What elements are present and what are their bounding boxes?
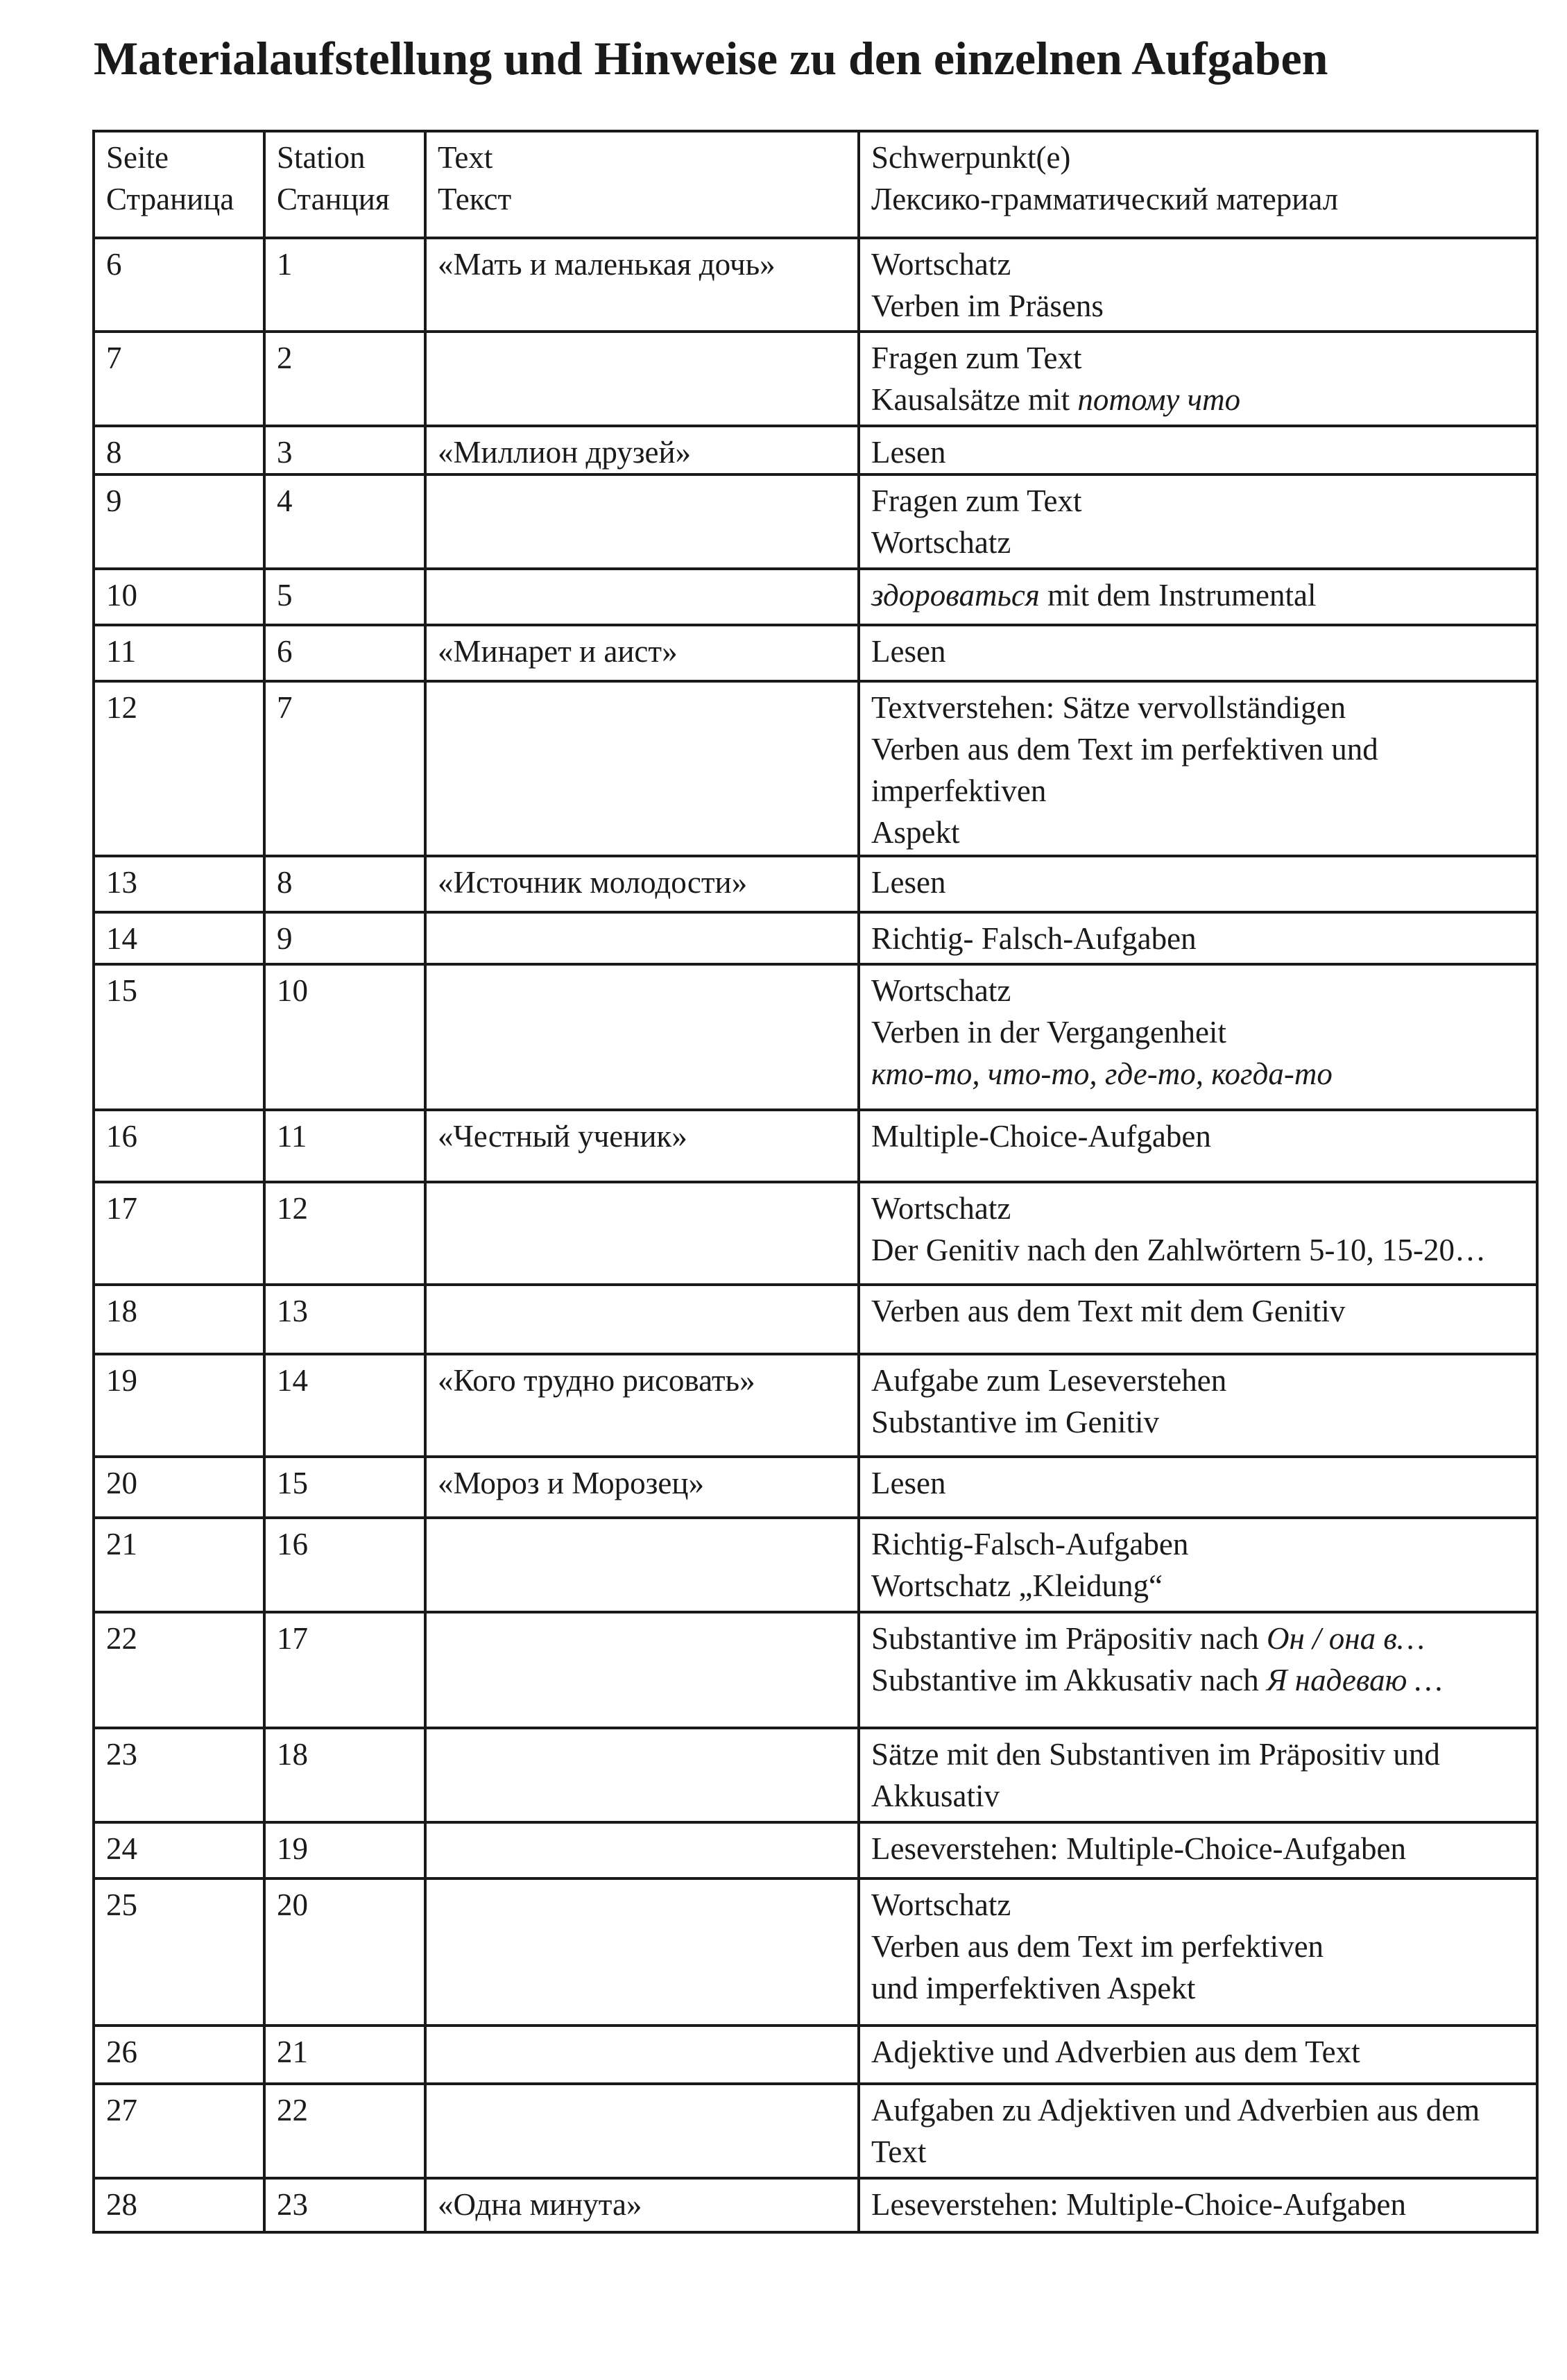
text-cell: «Миллион друзей» — [425, 426, 859, 474]
header-focus-ru: Лексико-грамматический материал — [871, 182, 1339, 216]
focus-text: Aufgaben zu Adjektiven und Adverbien aus dem — [871, 2093, 1480, 2128]
station-cell: 15 — [264, 1457, 425, 1518]
text-cell — [425, 474, 859, 569]
focus-text-italic: Я надеваю … — [1266, 1663, 1443, 1697]
focus-text: Wortschatz — [871, 247, 1011, 282]
station-cell: 23 — [264, 2178, 425, 2232]
focus-line — [871, 1360, 1525, 1401]
focus-text: Wortschatz — [871, 525, 1011, 560]
station-cell: 6 — [264, 625, 425, 681]
text-cell — [425, 332, 859, 426]
text-cell: «Минарет и аист» — [425, 625, 859, 681]
text-cell — [425, 2084, 859, 2178]
seite-cell: 9 — [94, 474, 264, 569]
focus-cell — [859, 1518, 1537, 1612]
focus-text: Aspekt — [871, 815, 960, 850]
table-row — [94, 964, 1537, 1110]
seite-cell: 7 — [94, 332, 264, 426]
focus-text: Der Genitiv nach den Zahlwörtern 5-10, 15-20… — [871, 1233, 1486, 1267]
table-row — [94, 856, 1537, 912]
focus-cell — [859, 2084, 1537, 2178]
table-row — [94, 474, 1537, 569]
text-cell: «Источник молодости» — [425, 856, 859, 912]
seite-cell: 15 — [94, 964, 264, 1110]
text-cell: «Мать и маленькая дочь» — [425, 238, 859, 332]
focus-cell — [859, 1285, 1537, 1354]
focus-line — [871, 243, 1525, 285]
focus-line — [871, 862, 1525, 903]
table-row — [94, 238, 1537, 332]
focus-cell — [859, 625, 1537, 681]
focus-text: Leseverstehen: Multiple-Choice-Aufgaben — [871, 1831, 1406, 1866]
focus-line — [871, 2131, 1525, 2173]
station-cell: 22 — [264, 2084, 425, 2178]
focus-line — [871, 379, 1525, 420]
header-focus — [859, 131, 1537, 238]
station-cell: 1 — [264, 238, 425, 332]
text-cell: «Одна минута» — [425, 2178, 859, 2232]
text-cell — [425, 1822, 859, 1878]
focus-line — [871, 285, 1525, 327]
focus-text: und imperfektiven Aspekt — [871, 1971, 1196, 2005]
focus-cell — [859, 1182, 1537, 1285]
station-cell: 9 — [264, 912, 425, 964]
focus-text: Verben in der Vergangenheit — [871, 1015, 1226, 1050]
station-cell: 19 — [264, 1822, 425, 1878]
seite-cell: 24 — [94, 1822, 264, 1878]
focus-text: Lesen — [871, 865, 946, 900]
focus-line — [871, 970, 1525, 1011]
station-cell: 18 — [264, 1728, 425, 1822]
station-cell: 2 — [264, 332, 425, 426]
seite-cell: 27 — [94, 2084, 264, 2178]
focus-cell — [859, 856, 1537, 912]
focus-text: Substantive im Präpositiv nach — [871, 1621, 1267, 1656]
material-table — [92, 130, 1539, 2234]
table-row — [94, 1518, 1537, 1612]
focus-text: Textverstehen: Sätze vervollständigen — [871, 690, 1346, 725]
station-cell: 4 — [264, 474, 425, 569]
focus-text: Lesen — [871, 435, 946, 470]
focus-line — [871, 2184, 1525, 2225]
table-row — [94, 1285, 1537, 1354]
focus-text: Adjektive und Adverbien aus dem Text — [871, 2035, 1360, 2069]
focus-line — [871, 1115, 1525, 1157]
focus-line — [871, 1011, 1525, 1053]
focus-line — [871, 770, 1525, 812]
seite-cell: 22 — [94, 1612, 264, 1728]
focus-text: Verben aus dem Text mit dem Genitiv — [871, 1294, 1346, 1328]
focus-line — [871, 522, 1525, 563]
seite-cell: 12 — [94, 681, 264, 856]
focus-line — [871, 1967, 1525, 2009]
seite-cell: 10 — [94, 569, 264, 625]
table-row — [94, 1878, 1537, 2026]
seite-cell: 18 — [94, 1285, 264, 1354]
focus-text: Sätze mit den Substantiven im Präpositiv und — [871, 1737, 1440, 1772]
header-station-ru: Станция — [277, 182, 390, 216]
focus-line — [871, 812, 1525, 853]
focus-cell — [859, 1457, 1537, 1518]
focus-cell — [859, 1110, 1537, 1182]
seite-cell: 25 — [94, 1878, 264, 2026]
focus-line — [871, 1523, 1525, 1565]
focus-text-italic: потому что — [1077, 382, 1241, 417]
focus-text: Wortschatz — [871, 1191, 1011, 1226]
focus-cell — [859, 332, 1537, 426]
focus-text: Lesen — [871, 1466, 946, 1500]
seite-cell: 21 — [94, 1518, 264, 1612]
text-cell — [425, 569, 859, 625]
focus-text: Wortschatz „Kleidung“ — [871, 1568, 1163, 1603]
table-row — [94, 2084, 1537, 2178]
focus-text-italic: Он / она в… — [1266, 1621, 1425, 1656]
header-text — [425, 131, 859, 238]
table-row — [94, 1822, 1537, 1878]
focus-text: Leseverstehen: Multiple-Choice-Aufgaben — [871, 2187, 1406, 2222]
focus-cell — [859, 681, 1537, 856]
focus-cell — [859, 1354, 1537, 1457]
table-row — [94, 2026, 1537, 2084]
focus-line — [871, 1053, 1525, 1095]
seite-cell: 28 — [94, 2178, 264, 2232]
focus-cell — [859, 238, 1537, 332]
text-cell: «Мороз и Морозец» — [425, 1457, 859, 1518]
table-row — [94, 569, 1537, 625]
text-cell — [425, 912, 859, 964]
table-header-row — [94, 131, 1537, 238]
seite-cell: 11 — [94, 625, 264, 681]
station-cell: 17 — [264, 1612, 425, 1728]
focus-text: Fragen zum Text — [871, 483, 1082, 518]
focus-text: Verben aus dem Text im perfektiven und — [871, 732, 1378, 767]
focus-line — [871, 1401, 1525, 1443]
focus-line — [871, 1618, 1525, 1659]
table-row — [94, 332, 1537, 426]
header-focus-de: Schwerpunkt(e) — [871, 140, 1071, 175]
focus-cell — [859, 1728, 1537, 1822]
seite-cell: 20 — [94, 1457, 264, 1518]
focus-text-italic: здороваться — [871, 578, 1040, 613]
table-row — [94, 1182, 1537, 1285]
focus-line — [871, 1775, 1525, 1817]
text-cell — [425, 681, 859, 856]
focus-line — [871, 1565, 1525, 1607]
focus-line — [871, 337, 1525, 379]
table-row — [94, 1612, 1537, 1728]
focus-line — [871, 1188, 1525, 1229]
table-row — [94, 912, 1537, 964]
focus-text: Aufgabe zum Leseverstehen — [871, 1363, 1227, 1398]
station-cell: 7 — [264, 681, 425, 856]
station-cell: 14 — [264, 1354, 425, 1457]
seite-cell: 17 — [94, 1182, 264, 1285]
text-cell — [425, 2026, 859, 2084]
page-title: Materialaufstellung und Hinweise zu den einzelnen Aufgaben — [94, 32, 1328, 85]
table-row — [94, 2178, 1537, 2232]
station-cell: 8 — [264, 856, 425, 912]
text-cell — [425, 1878, 859, 2026]
focus-line — [871, 431, 1525, 473]
focus-line — [871, 687, 1525, 728]
seite-cell: 6 — [94, 238, 264, 332]
station-cell: 16 — [264, 1518, 425, 1612]
focus-text: Substantive im Akkusativ nach — [871, 1663, 1267, 1697]
focus-line — [871, 480, 1525, 522]
focus-cell — [859, 474, 1537, 569]
focus-text: imperfektiven — [871, 773, 1047, 808]
header-seite-de: Seite — [106, 140, 169, 175]
focus-cell — [859, 1822, 1537, 1878]
focus-text: Substantive im Genitiv — [871, 1405, 1159, 1439]
focus-text: Wortschatz — [871, 973, 1011, 1008]
focus-text: Richtig-Falsch-Aufgaben — [871, 1527, 1189, 1561]
seite-cell: 23 — [94, 1728, 264, 1822]
focus-text: Verben im Präsens — [871, 289, 1104, 323]
table-row — [94, 1110, 1537, 1182]
seite-cell: 8 — [94, 426, 264, 474]
seite-cell: 14 — [94, 912, 264, 964]
focus-text: Multiple-Choice-Aufgaben — [871, 1119, 1211, 1154]
focus-cell — [859, 2026, 1537, 2084]
focus-text-italic: кто-то, что-то, где-то, когда-то — [871, 1056, 1333, 1091]
header-seite — [94, 131, 264, 238]
text-cell: «Кого трудно рисовать» — [425, 1354, 859, 1457]
focus-cell — [859, 1612, 1537, 1728]
text-cell — [425, 1518, 859, 1612]
header-station — [264, 131, 425, 238]
focus-text: Wortschatz — [871, 1887, 1011, 1922]
focus-line — [871, 2089, 1525, 2131]
focus-line — [871, 574, 1525, 616]
text-cell — [425, 964, 859, 1110]
focus-cell — [859, 426, 1537, 474]
focus-cell — [859, 569, 1537, 625]
focus-line — [871, 1926, 1525, 1967]
focus-cell — [859, 1878, 1537, 2026]
focus-text: Akkusativ — [871, 1779, 1000, 1813]
text-cell — [425, 1182, 859, 1285]
focus-line — [871, 728, 1525, 770]
focus-text: Richtig- Falsch-Aufgaben — [871, 921, 1197, 956]
table-row — [94, 1354, 1537, 1457]
focus-line — [871, 631, 1525, 672]
focus-cell — [859, 2178, 1537, 2232]
table-row — [94, 625, 1537, 681]
focus-line — [871, 2031, 1525, 2073]
station-cell: 5 — [264, 569, 425, 625]
header-seite-ru: Страница — [106, 182, 234, 216]
table-row — [94, 426, 1537, 474]
table-body — [94, 131, 1537, 2232]
focus-line — [871, 1828, 1525, 1869]
focus-line — [871, 1659, 1525, 1701]
seite-cell: 16 — [94, 1110, 264, 1182]
station-cell: 21 — [264, 2026, 425, 2084]
text-cell — [425, 1612, 859, 1728]
station-cell: 12 — [264, 1182, 425, 1285]
station-cell: 11 — [264, 1110, 425, 1182]
focus-cell — [859, 964, 1537, 1110]
focus-cell — [859, 912, 1537, 964]
station-cell: 20 — [264, 1878, 425, 2026]
focus-text: mit dem Instrumental — [1039, 578, 1317, 613]
focus-text: Text — [871, 2134, 927, 2169]
table-row — [94, 681, 1537, 856]
focus-line — [871, 1733, 1525, 1775]
focus-line — [871, 918, 1525, 959]
text-cell — [425, 1728, 859, 1822]
table-row — [94, 1728, 1537, 1822]
seite-cell: 19 — [94, 1354, 264, 1457]
table-row — [94, 1457, 1537, 1518]
focus-line — [871, 1229, 1525, 1271]
seite-cell: 13 — [94, 856, 264, 912]
station-cell: 10 — [264, 964, 425, 1110]
header-text-de: Text — [438, 140, 493, 175]
text-cell: «Честный ученик» — [425, 1110, 859, 1182]
focus-text: Lesen — [871, 634, 946, 669]
station-cell: 13 — [264, 1285, 425, 1354]
focus-text: Kausalsätze mit — [871, 382, 1078, 417]
header-station-de: Station — [277, 140, 366, 175]
text-cell — [425, 1285, 859, 1354]
focus-line — [871, 1884, 1525, 1926]
seite-cell: 26 — [94, 2026, 264, 2084]
station-cell: 3 — [264, 426, 425, 474]
header-text-ru: Текст — [438, 182, 512, 216]
focus-line — [871, 1462, 1525, 1504]
focus-text: Verben aus dem Text im perfektiven — [871, 1929, 1324, 1964]
focus-text: Fragen zum Text — [871, 341, 1082, 375]
focus-line — [871, 1290, 1525, 1332]
